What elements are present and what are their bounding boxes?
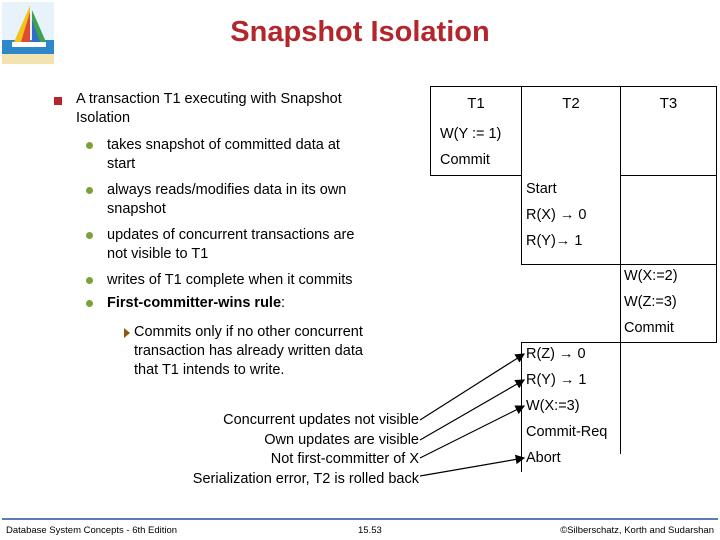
- note-line: Not first-committer of X: [270, 451, 419, 467]
- rule-suffix: :: [281, 295, 286, 311]
- header-t2: T2: [562, 95, 580, 112]
- point-line: writes of T1 complete when it commits: [107, 272, 353, 288]
- sub-point-line: transaction has already written data: [134, 343, 363, 359]
- t1-op-write-y: W(Y := 1): [440, 126, 502, 142]
- intro-line: A transaction T1 executing with Snapshot: [76, 91, 342, 107]
- point-line: snapshot: [107, 201, 166, 217]
- footer-rule: [2, 518, 718, 520]
- intro-line: Isolation: [76, 110, 131, 126]
- arrow-not-first-committer: [420, 406, 524, 458]
- t1-op-commit: Commit: [440, 152, 490, 168]
- point-line: not visible to T1: [107, 246, 209, 262]
- t2-op-commit-req: Commit-Req: [526, 424, 608, 440]
- t2-op-start: Start: [526, 181, 557, 197]
- note-line: Own updates are visible: [264, 431, 419, 448]
- point-line: updates of concurrent transactions are: [107, 227, 355, 243]
- t3-op-write-z: W(Z:=3): [624, 294, 677, 310]
- footer-slide-number: 15.53: [358, 525, 382, 536]
- header-t1: T1: [467, 95, 485, 112]
- slide-title: Snapshot Isolation: [230, 16, 490, 48]
- rule-name: First-committer-wins rule: [107, 295, 282, 311]
- point-line: takes snapshot of committed data at: [107, 137, 340, 153]
- t2-op-abort: Abort: [526, 450, 561, 466]
- note-line: Concurrent updates not visible: [223, 412, 419, 428]
- footer-book-title: Database System Concepts - 6th Edition: [6, 525, 178, 536]
- t2-op-read-z: R(Z) → 0: [526, 346, 586, 362]
- t2-op-read-y: R(Y)→ 1: [526, 233, 583, 249]
- t2-op-write-x: W(X:=3): [526, 398, 580, 414]
- footer-copyright: ©Silberschatz, Korth and Sudarshan: [560, 525, 714, 536]
- t3-op-write-x: W(X:=2): [624, 268, 678, 284]
- header-t3: T3: [659, 95, 678, 112]
- point-line: always reads/modifies data in its own: [107, 182, 347, 198]
- t2-op-read-y-again: R(Y) → 1: [526, 372, 587, 388]
- note-line: Serialization error, T2 is rolled back: [192, 470, 419, 487]
- point-line: start: [107, 156, 136, 172]
- t2-op-read-x: R(X) → 0: [526, 207, 587, 223]
- sub-point-line: Commits only if no other concurrent: [134, 324, 363, 340]
- sub-point-line: that T1 intends to write.: [134, 362, 285, 378]
- arrow-serialization-error: [420, 458, 524, 476]
- t3-op-commit: Commit: [624, 320, 674, 336]
